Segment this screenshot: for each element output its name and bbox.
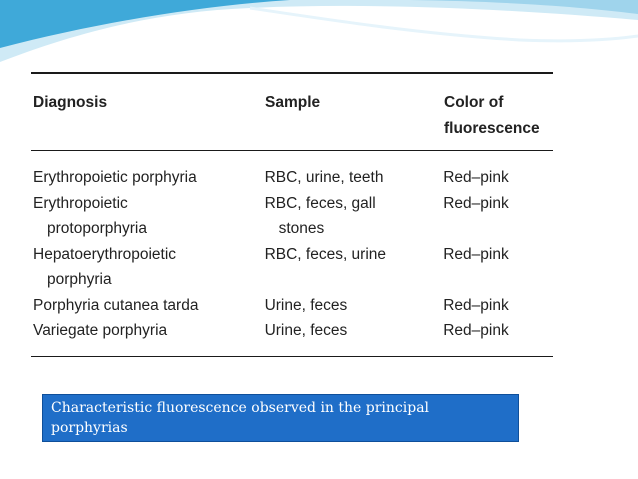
cell-color: Red–pink bbox=[443, 296, 509, 314]
cell-color: Red–pink bbox=[443, 194, 509, 212]
table-body bbox=[31, 165, 553, 344]
cell-diagnosis bbox=[31, 318, 265, 344]
header-diagnosis: Diagnosis bbox=[33, 94, 108, 111]
cell-diagnosis-line: Variegate porphyria bbox=[33, 322, 168, 339]
table-row bbox=[31, 318, 553, 344]
cell-sample bbox=[265, 293, 444, 319]
cell-color: Red–pink bbox=[443, 322, 509, 339]
cell-sample-line: stones bbox=[278, 220, 325, 237]
cell-diagnosis-line: Hepatoerythropoietic bbox=[33, 245, 177, 263]
header-sample: Sample bbox=[265, 94, 321, 111]
cell-color: Red–pink bbox=[443, 169, 509, 186]
cell-diagnosis bbox=[31, 165, 265, 191]
cell-sample bbox=[265, 165, 444, 191]
table-bottom-rule bbox=[31, 356, 553, 357]
cell-sample-line: RBC, feces, gall bbox=[264, 194, 376, 212]
cell-diagnosis-line: Erythropoietic bbox=[33, 194, 128, 212]
cell-diagnosis-line: porphyria bbox=[47, 271, 112, 288]
cell-diagnosis bbox=[31, 242, 265, 293]
cell-diagnosis-line: Porphyria cutanea tarda bbox=[33, 296, 199, 314]
cell-diagnosis bbox=[31, 191, 265, 242]
header-color-line2: fluorescence bbox=[444, 120, 540, 137]
header-wave-decoration bbox=[0, 0, 638, 80]
header-color-of-fluorescence bbox=[444, 90, 564, 142]
table-row bbox=[31, 191, 553, 242]
cell-sample-line: RBC, urine, teeth bbox=[264, 169, 384, 186]
cell-sample bbox=[265, 191, 444, 242]
cell-color: Red–pink bbox=[443, 245, 509, 263]
header-color-line1: Color of bbox=[444, 94, 504, 111]
table-top-rule bbox=[31, 72, 553, 74]
cell-diagnosis bbox=[31, 293, 265, 319]
cell-sample bbox=[265, 242, 444, 293]
table-header-rule bbox=[31, 150, 553, 151]
table-row bbox=[31, 293, 553, 319]
cell-sample-line: Urine, feces bbox=[264, 296, 348, 314]
table-row bbox=[31, 242, 553, 293]
cell-sample-line: Urine, feces bbox=[264, 322, 348, 339]
cell-sample bbox=[265, 318, 444, 344]
table-row bbox=[31, 165, 553, 191]
cell-diagnosis-line: protoporphyria bbox=[47, 220, 147, 237]
figure-caption: Characteristic fluorescence observed in the principal porphyrias bbox=[42, 394, 519, 442]
cell-diagnosis-line: Erythropoietic porphyria bbox=[33, 169, 197, 186]
cell-sample-line: RBC, feces, urine bbox=[264, 245, 387, 263]
